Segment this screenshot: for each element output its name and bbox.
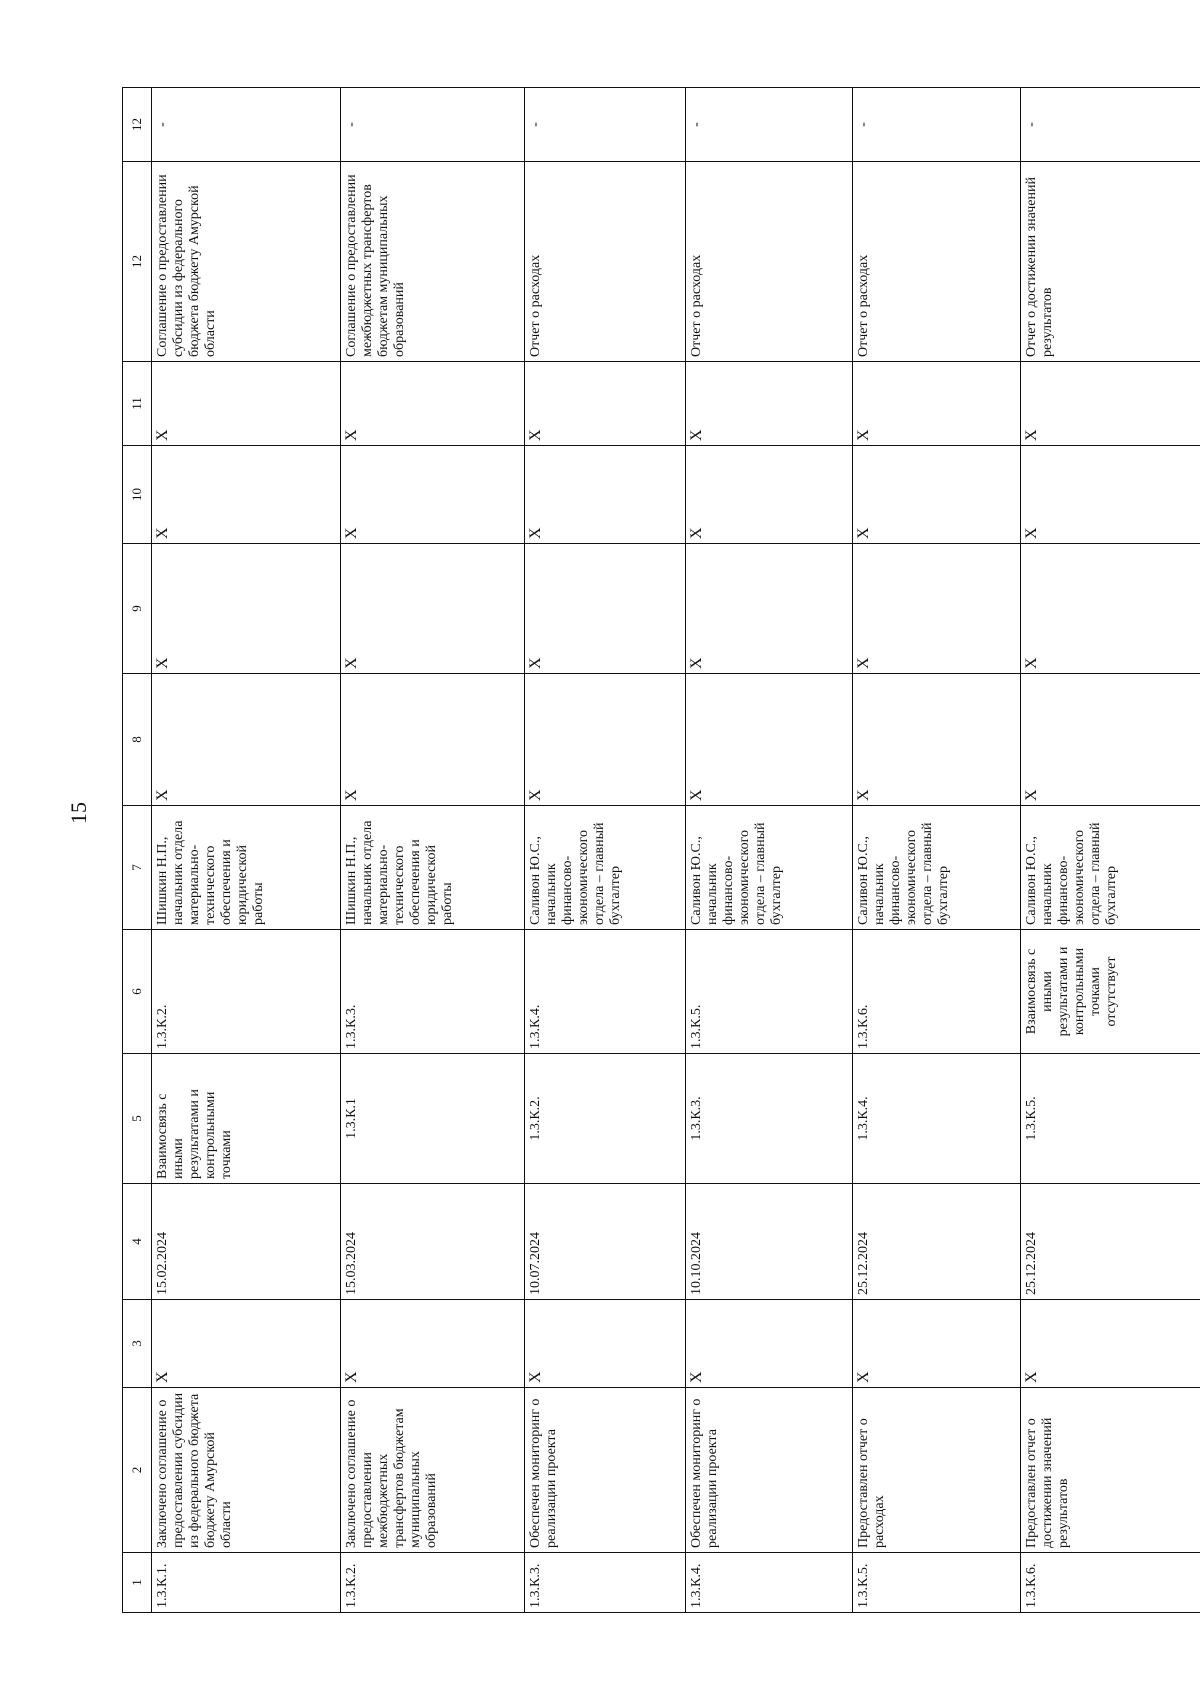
- cell-value: X: [340, 544, 525, 674]
- control-point-name: Обеспечен мониторинг о реализации проекта: [685, 1388, 852, 1553]
- deadline-date: 10.07.2024: [525, 1184, 685, 1300]
- cell-value: -: [525, 88, 685, 162]
- header-cell: 2: [123, 1388, 152, 1553]
- cell-value: X: [1021, 362, 1200, 446]
- cell-value: X: [340, 1300, 525, 1388]
- cell-value: X: [852, 362, 1020, 446]
- successor: 1.3.К.6.: [852, 930, 1020, 1054]
- cell-value: X: [685, 1300, 852, 1388]
- row-number: 1.3.К.6.: [1021, 1553, 1200, 1613]
- predecessor: 1.3.К.3.: [685, 1054, 852, 1184]
- table-header-row: [123, 88, 152, 1613]
- header-cell: 12: [123, 88, 152, 162]
- cell-value: X: [685, 674, 852, 806]
- control-point-name: Заключено соглашение о предоставлении межбюджетных трансфертов бюджетам муниципальных образований: [340, 1388, 525, 1553]
- deadline-date: 15.02.2024: [152, 1184, 341, 1300]
- cell-value: -: [852, 88, 1020, 162]
- responsible-person: Саливон Ю.С., начальник финансово-экономического отдела – главный бухгалтер: [525, 806, 685, 930]
- cell-value: X: [1021, 674, 1200, 806]
- cell-value: X: [685, 446, 852, 544]
- cell-value: X: [340, 446, 525, 544]
- responsible-person: Саливон Ю.С., начальник финансово-экономического отдела – главный бухгалтер: [1021, 806, 1200, 930]
- cell-value: X: [852, 544, 1020, 674]
- cell-value: X: [1021, 544, 1200, 674]
- cell-value: X: [525, 362, 685, 446]
- header-cell: 7: [123, 806, 152, 930]
- page-number: 15: [66, 802, 91, 824]
- row-number: 1.3.К.5.: [852, 1553, 1020, 1613]
- header-cell: 4: [123, 1184, 152, 1300]
- header-cell: 10: [123, 446, 152, 544]
- document-type: Отчет о расходах: [525, 162, 685, 362]
- control-points-table: [122, 87, 1200, 1613]
- cell-value: X: [525, 544, 685, 674]
- table-row: [525, 88, 685, 1613]
- document-type: Соглашение о предоставлении межбюджетных трансфертов бюджетам муниципальных образований: [340, 162, 525, 362]
- responsible-person: Саливон Ю.С., начальник финансово-экономического отдела – главный бухгалтер: [852, 806, 1020, 930]
- successor: 1.3.К.3.: [340, 930, 525, 1054]
- header-cell: 8: [123, 674, 152, 806]
- document-type: Соглашение о предоставлении субсидии из федерального бюджета бюджету Амурской области: [152, 162, 341, 362]
- header-cell: 1: [123, 1553, 152, 1613]
- control-point-name: Обеспечен мониторинг о реализации проекта: [525, 1388, 685, 1553]
- row-number: 1.3.К.3.: [525, 1553, 685, 1613]
- document-type: Отчет о достижении значений результатов: [1021, 162, 1200, 362]
- rotated-table-container: [122, 88, 1200, 1613]
- cell-value: X: [152, 544, 341, 674]
- cell-value: -: [1021, 88, 1200, 162]
- cell-value: X: [340, 674, 525, 806]
- cell-value: X: [525, 674, 685, 806]
- table-row: [1021, 88, 1200, 1613]
- cell-value: X: [852, 446, 1020, 544]
- cell-value: X: [152, 446, 341, 544]
- document-type: Отчет о расходах: [685, 162, 852, 362]
- header-cell: 11: [123, 362, 152, 446]
- cell-value: X: [685, 544, 852, 674]
- predecessor: Взаимосвязь с иными результатами и контрольными точками: [152, 1054, 341, 1184]
- successor: 1.3.К.5.: [685, 930, 852, 1054]
- cell-value: X: [340, 362, 525, 446]
- control-point-name: Заключено соглашение о предоставлении субсидии из федерального бюджета бюджету Амурской области: [152, 1388, 341, 1553]
- header-cell: 3: [123, 1300, 152, 1388]
- cell-value: X: [152, 362, 341, 446]
- predecessor: 1.3.К.2.: [525, 1054, 685, 1184]
- cell-value: X: [852, 1300, 1020, 1388]
- successor: 1.3.К.4.: [525, 930, 685, 1054]
- predecessor: 1.3.К.5.: [1021, 1054, 1200, 1184]
- cell-value: X: [525, 1300, 685, 1388]
- control-point-name: Предоставлен отчет о расходах: [852, 1388, 1020, 1553]
- cell-value: -: [685, 88, 852, 162]
- deadline-date: 25.12.2024: [1021, 1184, 1200, 1300]
- cell-value: X: [685, 362, 852, 446]
- control-point-name: Предоставлен отчет о достижении значений результатов: [1021, 1388, 1200, 1553]
- responsible-person: Саливон Ю.С., начальник финансово-экономического отдела – главный бухгалтер: [685, 806, 852, 930]
- cell-value: -: [152, 88, 341, 162]
- header-cell: 9: [123, 544, 152, 674]
- row-number: 1.3.К.2.: [340, 1553, 525, 1613]
- header-cell: 5: [123, 1054, 152, 1184]
- predecessor: 1.3.К.1: [340, 1054, 525, 1184]
- cell-value: X: [1021, 446, 1200, 544]
- cell-value: X: [152, 1300, 341, 1388]
- table-row: [340, 88, 525, 1613]
- cell-value: X: [152, 674, 341, 806]
- deadline-date: 25.12.2024: [852, 1184, 1020, 1300]
- successor: 1.3.К.2.: [152, 930, 341, 1054]
- cell-value: X: [852, 674, 1020, 806]
- row-number: 1.3.К.1.: [152, 1553, 341, 1613]
- document-type: Отчет о расходах: [852, 162, 1020, 362]
- cell-value: X: [1021, 1300, 1200, 1388]
- table-row: [685, 88, 852, 1613]
- successor: Взаимосвязь с иными результатами и контрольными точками отсутствует: [1021, 930, 1200, 1054]
- cell-value: -: [340, 88, 525, 162]
- header-cell: 12: [123, 162, 152, 362]
- table-row: [852, 88, 1020, 1613]
- table-row: [152, 88, 341, 1613]
- header-cell: 6: [123, 930, 152, 1054]
- responsible-person: Шишкин Н.П., начальник отдела материально-технического обеспечения и юридической работы: [152, 806, 341, 930]
- deadline-date: 10.10.2024: [685, 1184, 852, 1300]
- predecessor: 1.3.К.4.: [852, 1054, 1020, 1184]
- cell-value: X: [525, 446, 685, 544]
- deadline-date: 15.03.2024: [340, 1184, 525, 1300]
- responsible-person: Шишкин Н.П., начальник отдела материально-технического обеспечения и юридической работы: [340, 806, 525, 930]
- row-number: 1.3.К.4.: [685, 1553, 852, 1613]
